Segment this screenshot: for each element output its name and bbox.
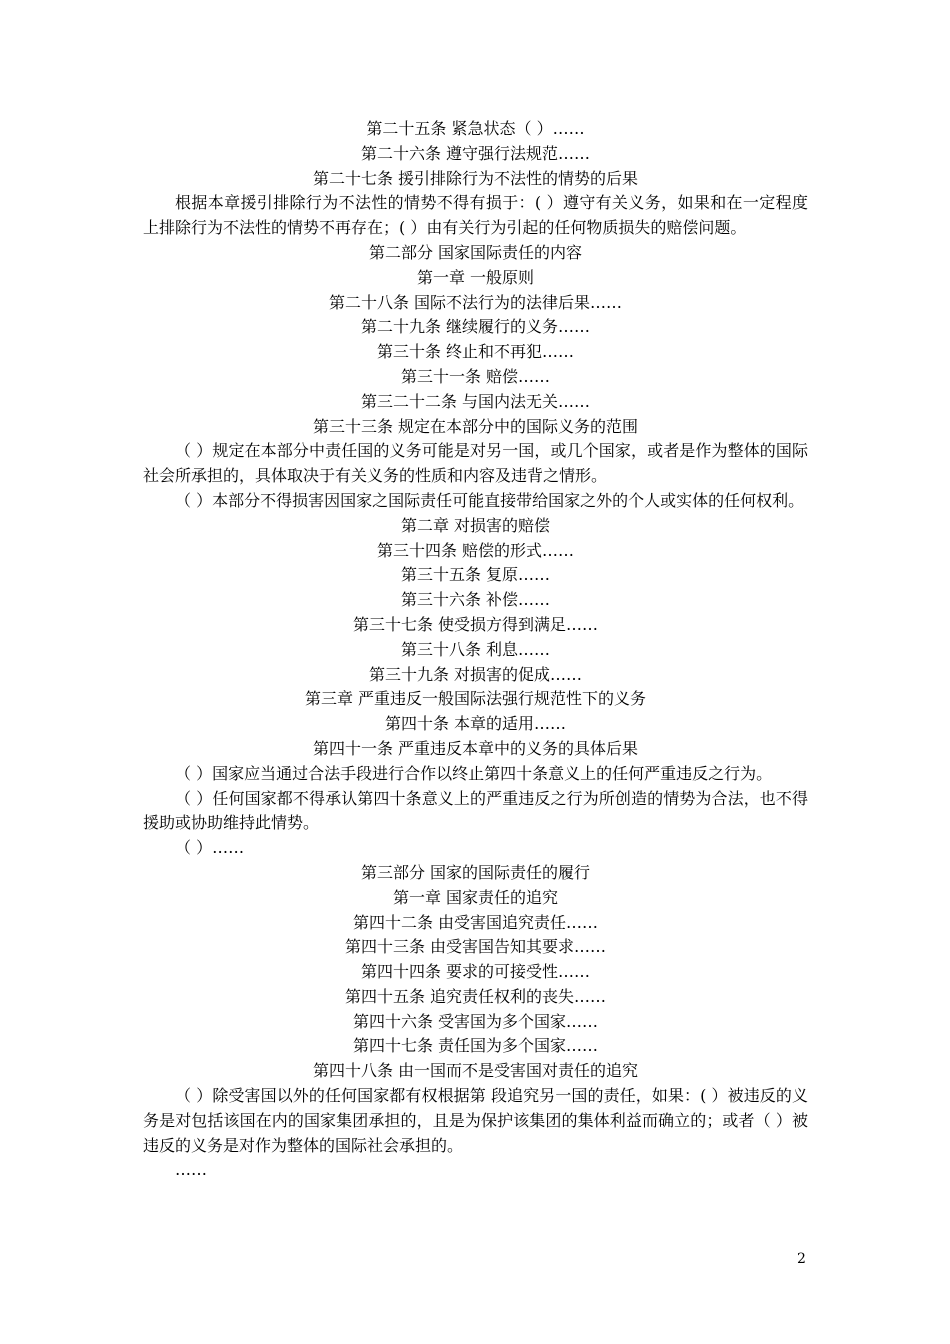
paragraph: （ ）本部分不得损害因国家之国际责任可能直接带给国家之外的个人或实体的任何权利。	[175, 490, 805, 510]
heading-line: 第三十三条 规定在本部分中的国际义务的范围	[312, 416, 639, 436]
heading-line: 第三十五条 复原……	[400, 565, 551, 585]
heading-line: 第三十条 终止和不再犯……	[376, 342, 575, 362]
heading-line: 第四十四条 要求的可接受性……	[360, 962, 591, 982]
heading-line: 第二十五条 紧急状态（ ）……	[366, 119, 585, 138]
heading-line: 第三部分 国家的国际责任的履行	[360, 862, 591, 882]
heading-line: 第四十八条 由一国而不是受害国对责任的追究	[312, 1061, 639, 1081]
heading-line: 第四十三条 由受害国告知其要求……	[344, 937, 607, 957]
heading-line: 第二部分 国家国际责任的内容	[368, 242, 583, 262]
heading-line: 第三十七条 使受损方得到满足……	[352, 614, 599, 634]
heading-line: 第二十七条 援引排除行为不法性的情势的后果	[312, 168, 639, 188]
paragraph: 根据本章援引排除行为不法性的情势不得有损于：( ）遵守有关义务，如果和在一定程度上排除行为不法性的情势不再存在；( ）由有关行为引起的任何物质损失的赔偿问题。	[143, 193, 808, 238]
paragraph: （ ）除受害国以外的任何国家都有权根据第 段追究另一国的责任，如果：( ）被违反的义务是对包括该国在内的国家集团承担的，且是为保护该集团的集体利益而确立的；或者（ ）被违反的义务是对作为整体的国际社会承担的。	[143, 1086, 808, 1155]
heading-line: 第四十五条 追究责任权利的丧失……	[344, 986, 607, 1006]
document-body	[143, 117, 808, 1183]
heading-line: 第三章 严重违反一般国际法强行规范性下的义务	[304, 689, 647, 709]
page-number: 2	[797, 1251, 806, 1267]
heading-line: 第四十七条 责任国为多个国家……	[352, 1036, 599, 1056]
heading-line: 第一章 一般原则	[416, 267, 535, 287]
heading-line: 第二十九条 继续履行的义务……	[360, 317, 591, 337]
heading-line: 第二十八条 国际不法行为的法律后果……	[328, 292, 623, 312]
heading-line: 第二十六条 遵守强行法规范……	[360, 143, 591, 163]
paragraph: （ ）任何国家都不得承认第四十条意义上的严重违反之行为所创造的情势为合法，也不得援助或协助维持此情势。	[143, 788, 808, 833]
heading-line: 第四十条 本章的适用……	[384, 714, 567, 734]
heading-line: 第三十四条 赔偿的形式……	[376, 540, 575, 560]
heading-line: 第四十六条 受害国为多个国家……	[352, 1011, 599, 1031]
heading-line: 第四十二条 由受害国追究责任……	[352, 912, 599, 932]
heading-line: 第三十六条 补偿……	[400, 590, 551, 610]
heading-line: 第一章 国家责任的追究	[392, 887, 559, 907]
heading-line: 第三十一条 赔偿……	[400, 366, 551, 386]
heading-line: 第四十一条 严重违反本章中的义务的具体后果	[312, 738, 639, 758]
paragraph: （ ）国家应当通过合法手段进行合作以终止第四十条意义上的任何严重违反之行为。	[175, 763, 773, 783]
paragraph: （ ）规定在本部分中责任国的义务可能是对另一国，或几个国家，或者是作为整体的国际社会所承担的，具体取决于有关义务的性质和内容及违背之情形。	[143, 441, 808, 486]
paragraph: （ ）……	[175, 838, 245, 858]
heading-line: 第二章 对损害的赔偿	[400, 515, 551, 535]
ellipsis-line: ……	[175, 1160, 207, 1180]
heading-line: 第三十九条 对损害的促成……	[368, 664, 583, 684]
heading-line: 第三十八条 利息……	[400, 639, 551, 659]
heading-line: 第三二十二条 与国内法无关……	[360, 391, 591, 411]
